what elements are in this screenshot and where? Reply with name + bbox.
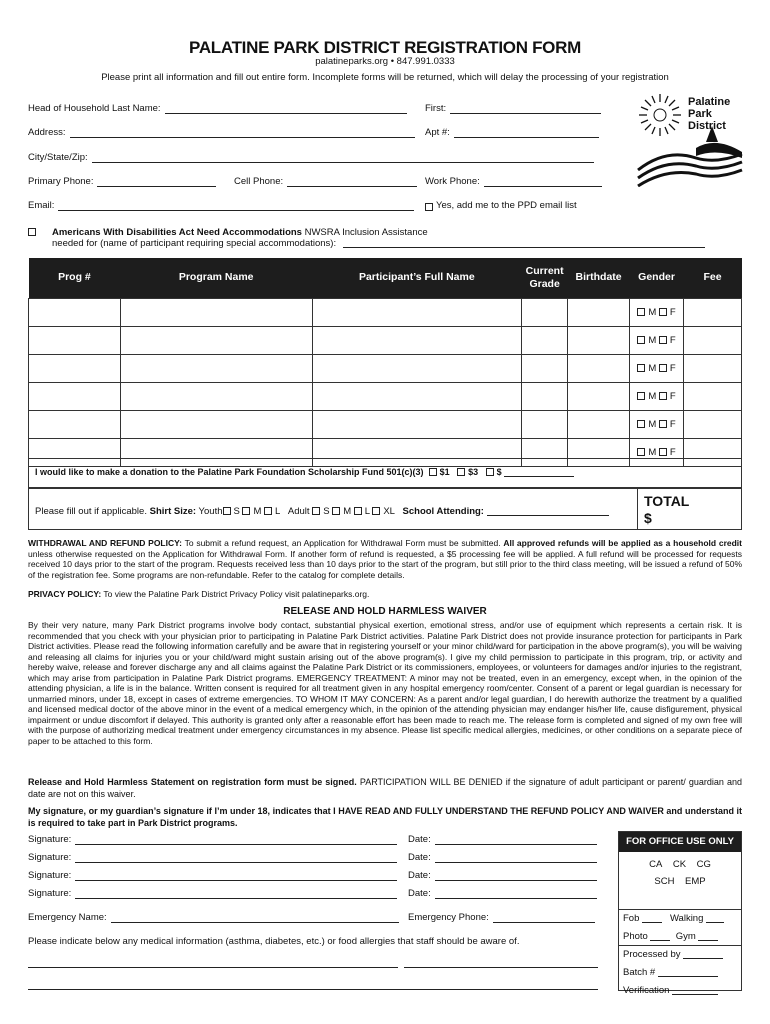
header-gender: Gender [630, 258, 684, 298]
donation-other-checkbox[interactable] [486, 468, 494, 476]
program-registration-table [28, 258, 742, 467]
privacy-policy: PRIVACY POLICY: To view the Palatine Park District Privacy Policy visit palatineparks.org. [28, 589, 370, 599]
youth-s-checkbox[interactable] [223, 507, 231, 515]
adult-s-checkbox[interactable] [312, 507, 320, 515]
donation-3-checkbox[interactable] [457, 468, 465, 476]
primary-phone-field[interactable]: Primary Phone: [28, 176, 216, 187]
header-birthdate: Birthdate [568, 258, 630, 298]
youth-m-checkbox[interactable] [242, 507, 250, 515]
date-field-2[interactable]: Date: [408, 852, 597, 863]
cell-phone-field[interactable]: Cell Phone: [234, 176, 417, 187]
instructions: Please print all information and fill out entire form. Incomplete forms will be returned, which will delay the processing of your registration [101, 72, 669, 83]
medical-info-label: Please indicate below any medical information (asthma, diabetes, etc.) or food allergies that staff should be aware of. [28, 936, 520, 947]
medical-line-1a[interactable] [28, 967, 398, 968]
signature-field-4[interactable]: Signature: [28, 888, 397, 899]
medical-line-2[interactable] [28, 989, 598, 990]
table-row [29, 410, 742, 438]
form-title: PALATINE PARK DISTRICT REGISTRATION FORM [189, 38, 581, 57]
shirt-school-row: Please fill out if applicable. Shirt Size: Youth S M L Adult S M L XL School Attending: TOTAL $ [28, 488, 742, 530]
email-field[interactable]: Email: [28, 200, 414, 211]
work-phone-field[interactable]: Work Phone: [425, 176, 602, 187]
header-program-name: Program Name [120, 258, 312, 298]
adult-l-checkbox[interactable] [354, 507, 362, 515]
header-participant: Participant’s Full Name [312, 258, 522, 298]
signature-note: My signature, or my guardian’s signature if I’m under 18, indicates that I HAVE READ AND FULLY UNDERSTAND THE REFUND POLICY AND WAIVER and understand it is required to take part in Park District programs. [28, 806, 742, 828]
park-district-logo [636, 92, 746, 187]
logo-wordmark: Palatine Park District [688, 96, 731, 132]
apt-field[interactable]: Apt #: [425, 127, 599, 138]
gender-select[interactable]: M F [630, 298, 684, 326]
donation-row: I would like to make a donation to the Palatine Park Foundation Scholarship Fund 501(c)(3) $1 $3 $ [28, 458, 742, 488]
table-row [29, 382, 742, 410]
office-use-box: FOR OFFICE USE ONLY CA CK CG SCH EMP Fob Walking Photo Gym Processed by Batch # Verification [618, 831, 742, 991]
date-field-1[interactable]: Date: [408, 834, 597, 845]
signature-field-1[interactable]: Signature: [28, 834, 397, 845]
emergency-phone-field[interactable]: Emergency Phone: [408, 912, 595, 923]
header-prog: Prog # [29, 258, 121, 298]
last-name-field[interactable]: Head of Household Last Name: [28, 103, 407, 114]
ada-participant-input[interactable] [343, 238, 705, 248]
checkbox-icon[interactable] [425, 203, 433, 211]
gender-select[interactable]: M F [630, 382, 684, 410]
adult-xl-checkbox[interactable] [372, 507, 380, 515]
gender-select[interactable]: M F [630, 438, 684, 466]
release-title: RELEASE AND HOLD HARMLESS WAIVER [283, 606, 487, 617]
school-input[interactable] [487, 506, 609, 516]
withdrawal-policy: WITHDRAWAL AND REFUND POLICY: To submit a refund request, an Application for Withdrawal Form must be submitted. All approved refunds will be applied as a household credit unless otherwise requested on the Application for Withdrawal Form. If another form of refund is requested, a $5 processing fee will be applied. A full refund will be processed for requests received 10 days prior to the start of the program. Requests received less than 10 days prior to the start of the program, but still prior to the third class meeting, will be issued a refund of 50% of the registration fee. Some programs are non-refundable. Refer to the catalog for complete details. [28, 538, 742, 580]
donation-1-checkbox[interactable] [429, 468, 437, 476]
table-row [29, 354, 742, 382]
release-text: By their very nature, many Park District programs involve body contact, substantial physical exertion, emotional stress, and/or use of equipment which represents a certain risk. It is recommended that you check with your physician prior to participating in Palatine Park District activities. Palatine Park District does not provide insurance protection for participants in Park District activities. Please read the following information carefully and be aware that in registering yourself or your minor child/ward for participation in the above program(s), you will be waiving and releasing all claims for injuries you or your child/ward might sustain arising out of the above program(s). I give my child permission to participate in this program, trip, or activity and hereby waive, release and forever discharge any and all claims against the Palatine Park District or its commissioners, employees, or volunteers for damages and/or injuries to the registrant, which may arise from participation in Palatine Park District programs. EMERGENCY TREATMENT: A minor may not be treated, even in an emergency, except when, in the opinion of the attending physician, a life is in the balance. Written consent is required for all treatment given in any hospital emergency room/center. Consent of a parent or legal guardian is necessary for unmarried minors, under 18, except in cases of extreme emergencies. TO WHOM IT MAY CONCERN: As a parent and/or legal guardian, I do herewith authorize the treatment by a qualified and licensed medical doctor of the above minor in the event of a medical emergency which, in the opinion of the attending physician may endanger his/her life, cause disfigurement, physical impairment or undue discomfort if delayed. This authority is granted only after a reasonable effort has been made to reach me. The release form is completed and signed of my own free will with the purpose of authorizing medical treatment under emergency circumstances in my absence. Please list specific medical allergies, medicines, or other conditions on a separate piece of paper to be attached to this form. [28, 620, 742, 746]
header-fee: Fee [684, 258, 742, 298]
signature-field-3[interactable]: Signature: [28, 870, 397, 881]
email-list-checkbox[interactable]: Yes, add me to the PPD email list [425, 200, 577, 211]
date-field-3[interactable]: Date: [408, 870, 597, 881]
first-name-field[interactable]: First: [425, 103, 601, 114]
release-statement: Release and Hold Harmless Statement on registration form must be signed. PARTICIPATION WILL BE DENIED if the signature of adult participant or parent/ guardian and date are not on this waiver. [28, 777, 743, 799]
gender-select[interactable]: M F [630, 410, 684, 438]
gender-select[interactable]: M F [630, 354, 684, 382]
table-row [29, 326, 742, 354]
donation-amount-input[interactable] [504, 467, 574, 477]
ada-accommodations: Americans With Disabilities Act Need Accommodations NWSRA Inclusion Assistance needed for (name of participant requiring special accommodations): [28, 227, 728, 249]
gender-select[interactable]: M F [630, 326, 684, 354]
header-grade: Current Grade [522, 258, 568, 298]
total-box[interactable]: TOTAL $ [637, 489, 741, 529]
adult-m-checkbox[interactable] [332, 507, 340, 515]
medical-line-1b[interactable] [404, 967, 598, 968]
ada-checkbox[interactable] [28, 228, 36, 236]
table-row [29, 298, 742, 326]
city-state-zip-field[interactable]: City/State/Zip: [28, 152, 594, 163]
signature-field-2[interactable]: Signature: [28, 852, 397, 863]
contact-line: palatineparks.org • 847.991.0333 [315, 56, 455, 67]
youth-l-checkbox[interactable] [264, 507, 272, 515]
date-field-4[interactable]: Date: [408, 888, 597, 899]
address-field[interactable]: Address: [28, 127, 415, 138]
emergency-name-field[interactable]: Emergency Name: [28, 912, 399, 923]
